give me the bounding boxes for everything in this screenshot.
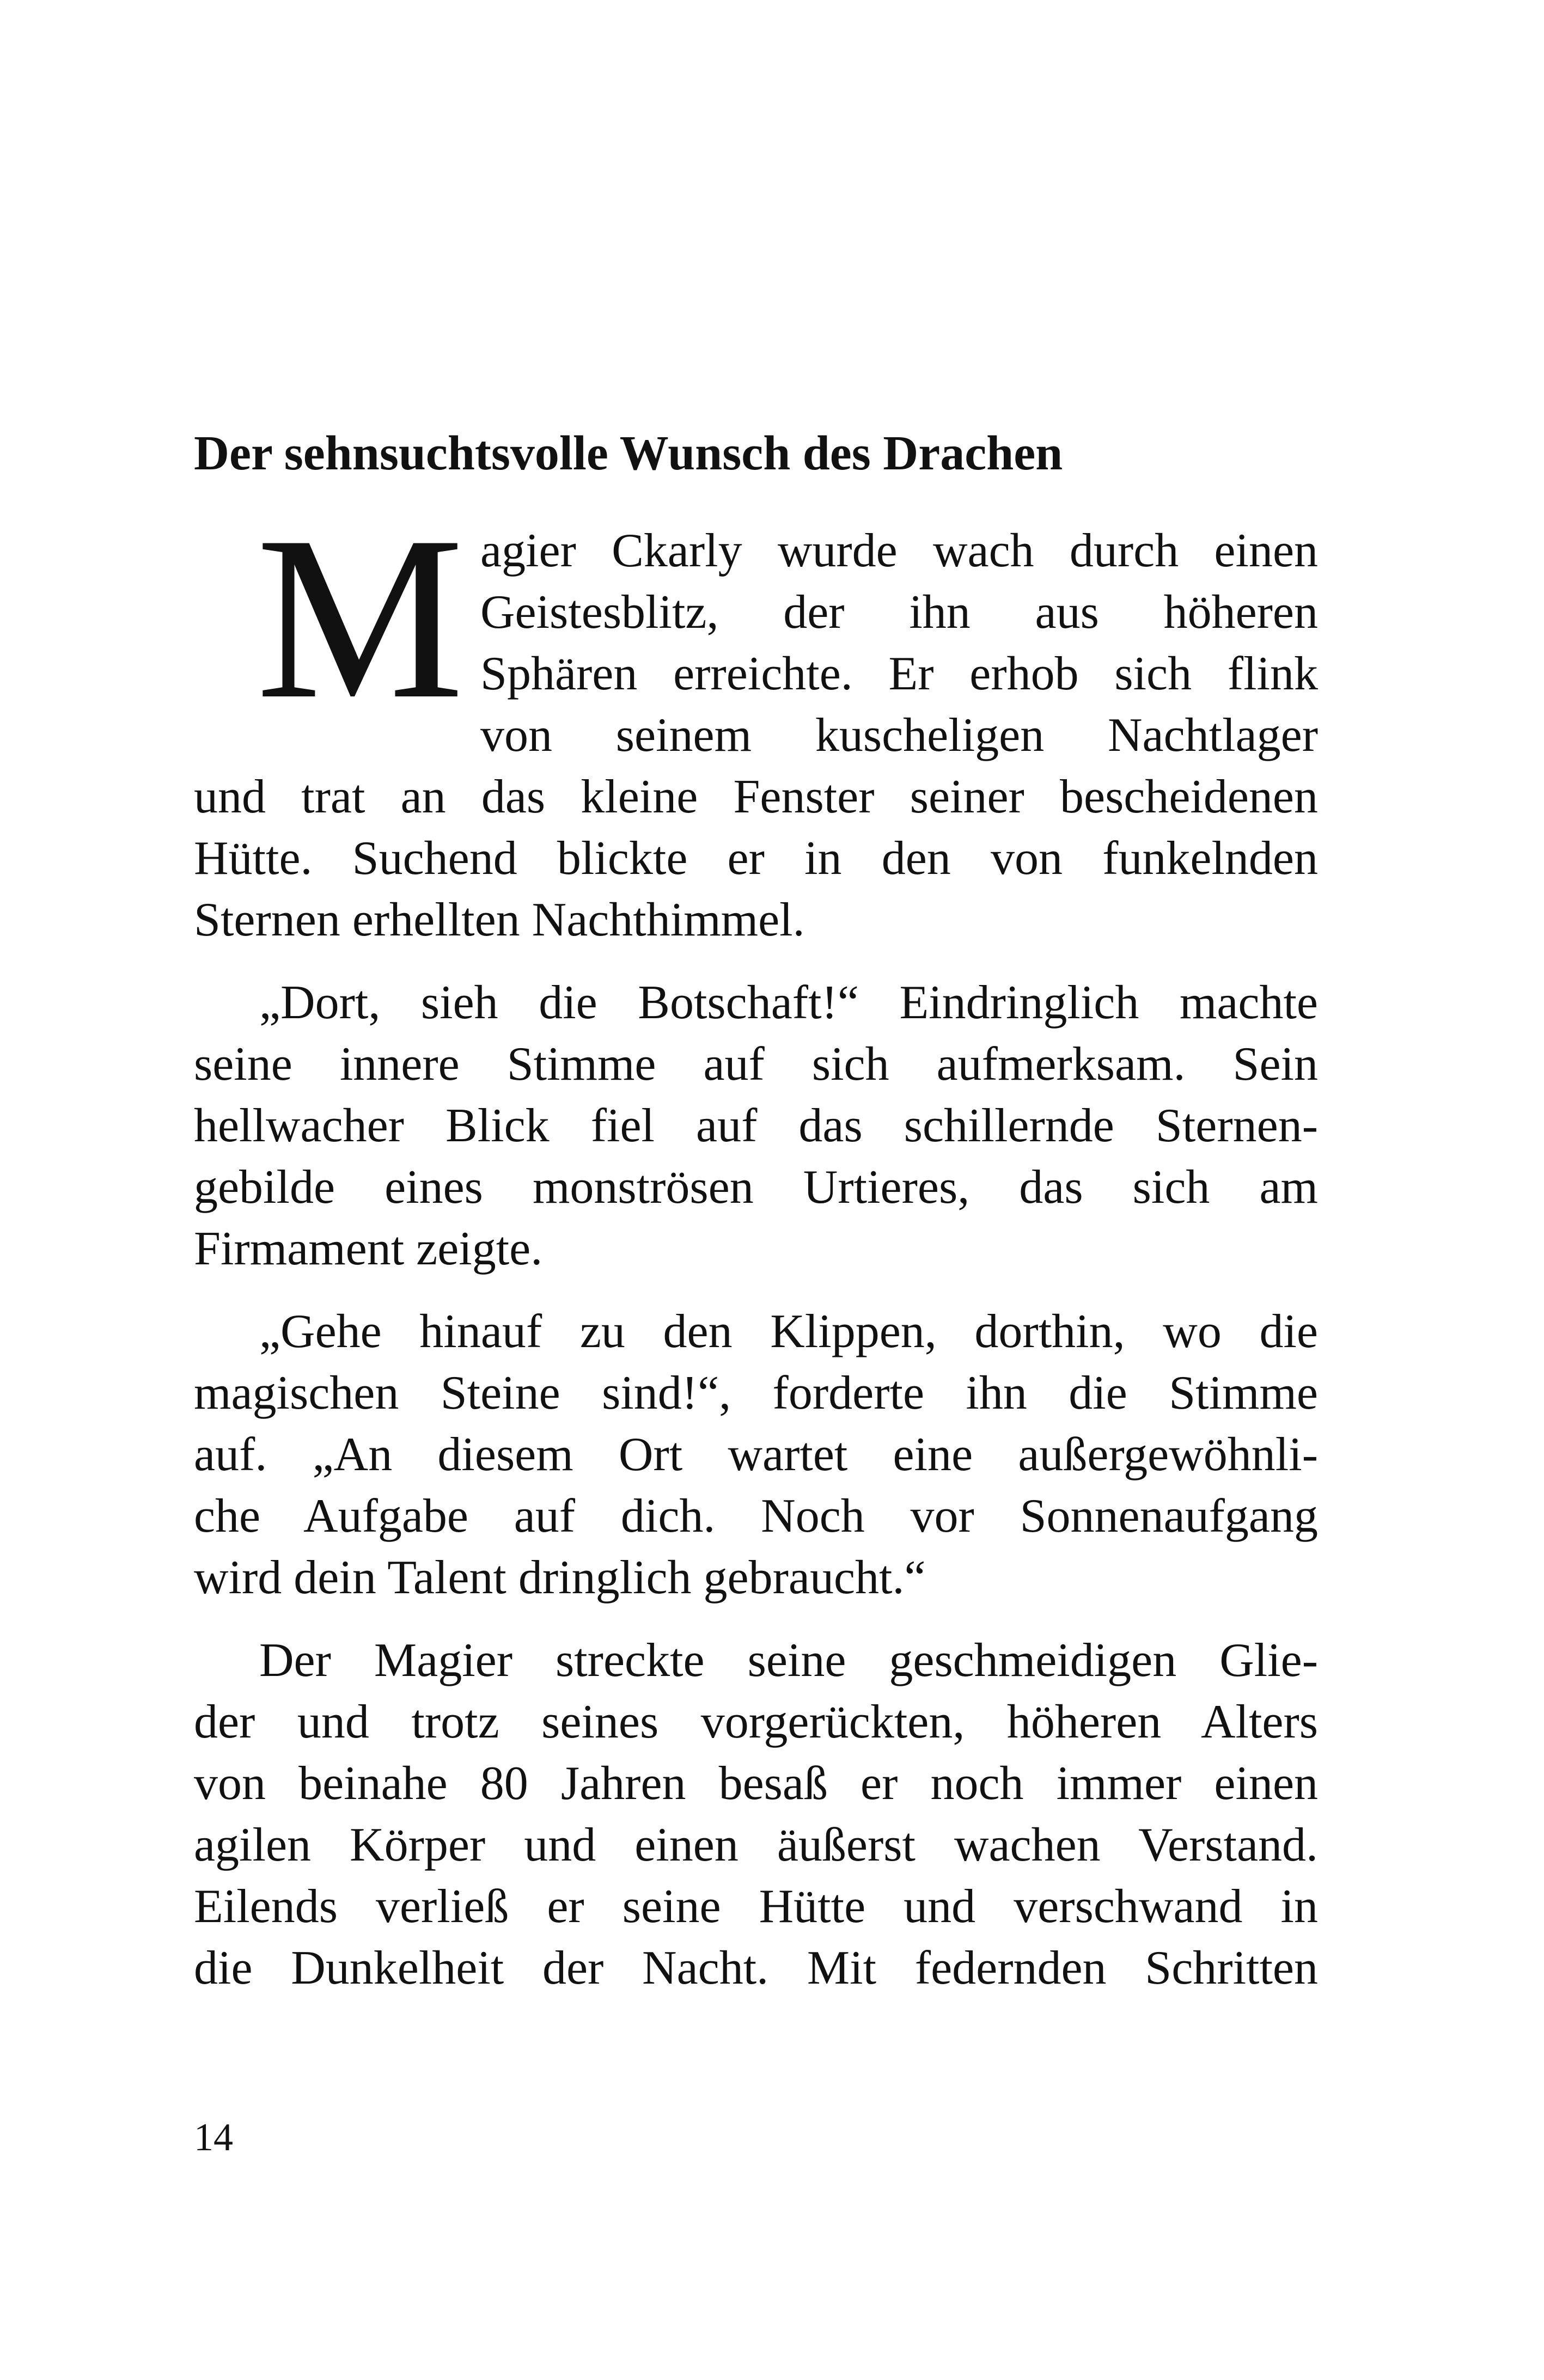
text-line: hellwacher Blick fiel auf das schillernde Sternen- xyxy=(194,1099,1318,1152)
text-line: magischen Steine sind!“, forderte ihn die Stimme xyxy=(194,1367,1318,1420)
text-line: „Dort, sieh die Botschaft!“ Eindringlich machte xyxy=(259,976,1318,1029)
text-line: agilen Körper und einen äußerst wachen Verstand. xyxy=(194,1819,1318,1871)
text-line: wird dein Talent dringlich gebraucht.“ xyxy=(194,1551,926,1604)
text-line: Geistesblitz, der ihn aus höheren xyxy=(480,586,1318,639)
text-line: die Dunkelheit der Nacht. Mit federnden Schritten xyxy=(194,1942,1318,1994)
text-line: und trat an das kleine Fenster seiner bescheidenen xyxy=(194,770,1318,823)
text-line: „Gehe hinauf zu den Klippen, dorthin, wo die xyxy=(259,1305,1318,1358)
text-line: von seinem kuscheligen Nachtlager xyxy=(480,709,1318,762)
text-line: che Aufgabe auf dich. Noch vor Sonnenaufgang xyxy=(194,1490,1318,1543)
text-line: gebilde eines monströsen Urtieres, das sich am xyxy=(194,1161,1318,1214)
text-line: Eilends verließ er seine Hütte und verschwand in xyxy=(194,1880,1318,1933)
drop-cap-initial: M xyxy=(256,488,465,748)
text-line: auf. „An diesem Ort wartet eine außergewöhnli- xyxy=(194,1428,1318,1481)
text-line: seine innere Stimme auf sich aufmerksam. Sein xyxy=(194,1038,1318,1091)
text-line: Sternen erhellten Nachthimmel. xyxy=(194,894,805,946)
chapter-heading: Der sehnsuchtsvolle Wunsch des Drachen xyxy=(194,426,1063,480)
text-line: Sphären erreichte. Er erhob sich flink xyxy=(480,647,1318,700)
text-line: Der Magier streckte seine geschmeidigen Glie- xyxy=(259,1634,1318,1687)
text-line: agier Ckarly wurde wach durch einen xyxy=(480,524,1318,577)
page-number: 14 xyxy=(194,2115,233,2159)
text-line: Firmament zeigte. xyxy=(194,1222,543,1275)
text-line: Hütte. Suchend blickte er in den von funkelnden xyxy=(194,832,1318,885)
text-line: von beinahe 80 Jahren besaß er noch immer einen xyxy=(194,1757,1318,1810)
text-line: der und trotz seines vorgerückten, höheren Alters xyxy=(194,1696,1318,1748)
